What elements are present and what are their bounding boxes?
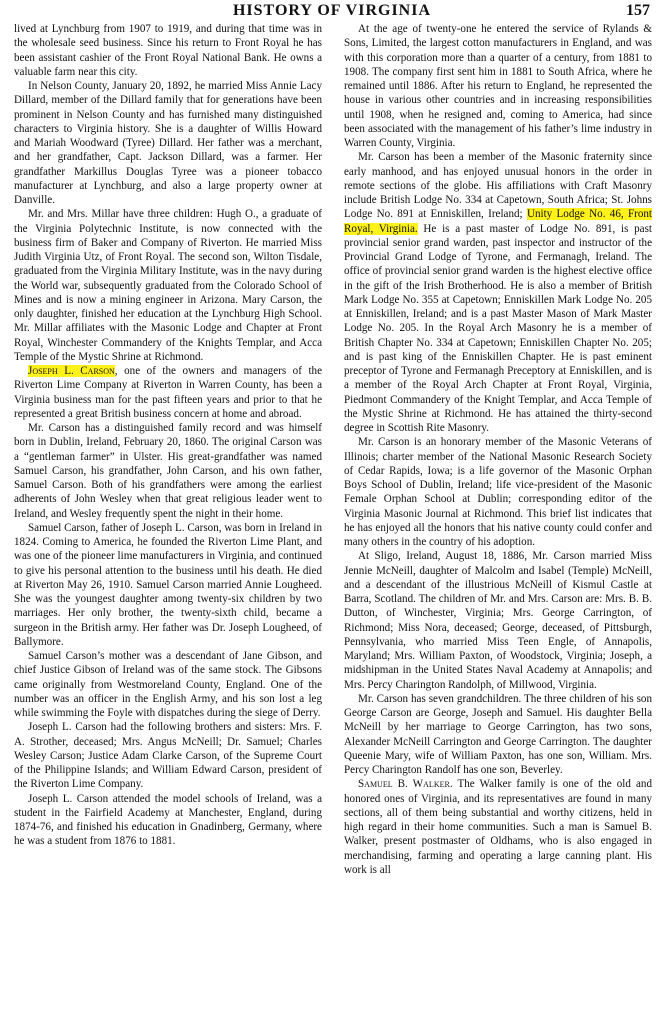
paragraph: At Sligo, Ireland, August 18, 1886, Mr. Carson married Miss Jennie McNeill, daughter of Malcolm and Isabel (Temple) McNeill, and a descendant of the illustrious McNeill of Kismul Castle at Barra, Scotland. The children of Mr. and Mrs. Carson are: Mrs. B. B. Dutton, of Winchester, Virginia; Mrs. George Carrington, of Richmond; Miss Nora, deceased; George, deceased, of Pittsburgh, Pennsylvania, who married Miss Teen Engle, of Annapolis, Maryland; Mrs. William Paxton, of Woodstock, Virginia; Joseph, a midshipman in the United States Naval Academy at Annapolis; and Mrs. Percy Charington Randolph, of Millwood, Virginia. — [344, 550, 652, 691]
paragraph: Samuel Carson’s mother was a descendant of Jane Gibson, and chief Justice Gibson of Ireland was of the same stock. The Gibsons came originally from Westmoreland County, England. One of the number was an officer in the English Army, and his son lost a leg while swimming the Foyle with dispatches during the siege of Derry. — [14, 650, 322, 719]
biography-name-highlight: Joseph L. Carson — [28, 365, 115, 377]
paragraph: Mr. Carson has a distinguished family record and was himself born in Dublin, Ireland, February 20, 1860. The original Carson was a “gentleman farmer” in Ulster. His great-grandfather was named Samuel Carson, his grandfather, John Carson, and his own father, Samuel Carson. Both of his grandfathers were among the earliest adherents of John Wesley when that great religious leader went to Ireland, and Wesley frequently spent the night in their home. — [14, 422, 322, 520]
paragraph: Mr. Carson has seven grandchildren. The three children of his son George Carson are George, Joseph and Samuel. His daughter Bella McNeill by her marriage to George Carrington, has two sons, Alexander McNeill Carrington and George Carrington. The daughter Queenie Mary, wife of William Paxton, has one son, William. Mrs. Percy Charington Randolf has one son, Beverley. — [344, 692, 652, 776]
highlighted-lodge: Unity Lodge No. 46, Front Royal, Virginia. — [344, 208, 652, 235]
paragraph: At the age of twenty-one he entered the service of Rylands & Sons, Limited, the largest cotton manufacturers in England, and was with this corporation more than a quarter of a century, from 1881 to 1908. The company first sent him in 1881 to South Africa, where he remained until 1886. After his return to England, he represented the house in various other countries and in increasing responsibilities until 1908, when he resigned and, coming to America, had since been associated with the management of his father’s lime industry in Warren County, Virginia. — [344, 23, 652, 149]
paragraph: Mr. Carson is an honorary member of the Masonic Veterans of Illinois; charter member of the National Masonic Research Society of Cedar Rapids, Iowa; is a life governor of the Masonic Orphan Boys School of Dublin, Ireland; life vice-president of the Masonic Female Orphan School at Dublin; corresponding editor of the Virginia Masonic Journal at Richmond. This brief list indicates that he has enjoyed all the honors that his native county could confer and many others in the country of his adoption. — [344, 436, 652, 548]
page-header — [0, 0, 664, 22]
biography-name: Samuel B. Walker — [358, 778, 450, 791]
paragraph: lived at Lynchburg from 1907 to 1919, and during that time was in the wholesale seed business. Since his return to Front Royal he has been assistant cashier of the Front Royal National Bank. He owns a valuable farm near this city. — [14, 23, 322, 78]
paragraph: In Nelson County, January 20, 1892, he married Miss Annie Lacy Dillard, member of the Dillard family that for generations have been prominent in Nelson County and has furnished many distinguished characters to Virginia history. She is a daughter of Willis Howard and Mariah Woodward (Tyree) Dillard. Her father was a merchant, and her grandfather, Capt. Jackson Dillard, was a farmer. Her grandfather Markillus Douglas Tyree was a pioneer tobacco manufacturer at Lynchburg, and also a large property owner at Danville. — [14, 80, 322, 206]
paragraph: Mr. and Mrs. Millar have three children: Hugh O., a graduate of the Virginia Polytechnic Institute, is now connected with the business firm of Baker and Company of Riverton. He married Miss Judith Virginia Utz, of Front Royal. The second son, Wilton Tisdale, graduated from the Virginia Military Institute, was in the navy during the World war, subsequently graduated from the Colorado School of Mines and is now a mining engineer in Arizona. Mary Carson, the only daughter, finished her education at the Lynchburg High School. Mr. Millar affiliates with the Masonic Lodge and Chapter at Front Royal, Winchester Commandery of the Knights Templar, and Acca Temple of the Mystic Shrine at Richmond. — [14, 208, 322, 363]
biography-start-carson — [14, 364, 322, 421]
paragraph-masonic — [344, 150, 652, 435]
right-column — [344, 22, 652, 877]
left-column — [14, 22, 322, 849]
paragraph: Joseph L. Carson attended the model schools of Ireland, was a student in the Fairfield Academy at Manchester, England, during 1874-76, and finished his education in Gnadinberg, Germany, where he was a student from 1876 to 1881. — [14, 792, 322, 848]
running-title: HISTORY OF VIRGINIA — [232, 2, 432, 19]
paragraph-text: , one of the owners and managers of the Riverton Lime Company at Riverton in Warren County, has been a Virginia business man for the past fifteen years and prior to that he represented a great British business concern at home and abroad. — [14, 365, 322, 420]
paragraph-text: Mr. Carson has been a member of the Masonic fraternity since early manhood, and has enjoyed unusual honors in the order in remote sections of the globe. His affiliations with Craft Masonry include British Lodge No. 334 at Capetown, South Africa; St. Johns Lodge No. 891 at Enniskillen, Ireland; — [344, 151, 652, 221]
biography-start-walker — [344, 777, 652, 877]
paragraph: Joseph L. Carson had the following brothers and sisters: Mrs. F. A. Strother, deceased; Mrs. Angus McNeill; Dr. Samuel; Charles Wesley Carson; Justice Adam Clarke Carson, of the Supreme Court of the Philippine Islands; and William Edward Carson, president of the Riverton Lime Company. — [14, 721, 322, 791]
paragraph-text: . The Walker family is one of the old and honored ones of Virginia, and its representatives are found in many sections, all of them being substantial and worthy citizens, held in high regard in their home communities. Such a man is Samuel B. Walker, present postmaster of Oldhams, who is also engaged in merchandising, farming and operating a large canning plant. His work is all — [344, 778, 653, 876]
paragraph: Samuel Carson, father of Joseph L. Carson, was born in Ireland in 1824. Coming to America, he founded the Riverton Lime Plant, and was one of the pioneer lime manufacturers in Virginia, and continued to give his personal attention to the business until his death. He died at Riverton May 26, 1910. Samuel Carson married Annie Lougheed. She was the youngest daughter among twenty-six children by two marriages. Her only brother, the twenty-sixth child, became a surgeon in the British army. Her father was Dr. Joseph Lougheed, of Ballymore. — [14, 521, 322, 648]
paragraph-text: He is a past master of Lodge No. 891, is past provincial senior grand warden, past inspector and instructor of the Provincial Grand Lodge of Tyrone, and Fermanagh, Ireland. The office of provincial senior grand warden is the highest elective office in the gift of the Irish Brotherhood. He is also a member of British Mark Lodge No. 355 at Capetown; Enniskillen Mark Lodge No. 205 at Enniskillen, Ireland; and is a past Master Mason of Mark Master Lodge No. 205. In the Royal Arch Masonry he is a member of British Chapter No. 334 at Capetown; Enniskillen Chapter No. 205; and is past king of the Enniskillen Chapter. He is past eminent preceptor of Tyrone and Fermanagh Preceptory at Enniskillen, and is a member of the Royal Arch Chapter at Front Royal, Virginia, Piedmont Commandery of the Knight Templar, and Acca Temple of the Mystic Shrine at Richmond. He has attained the thirty-second degree in Scottish Rite Masonry. — [344, 222, 652, 434]
page-number: 157 — [626, 2, 650, 19]
